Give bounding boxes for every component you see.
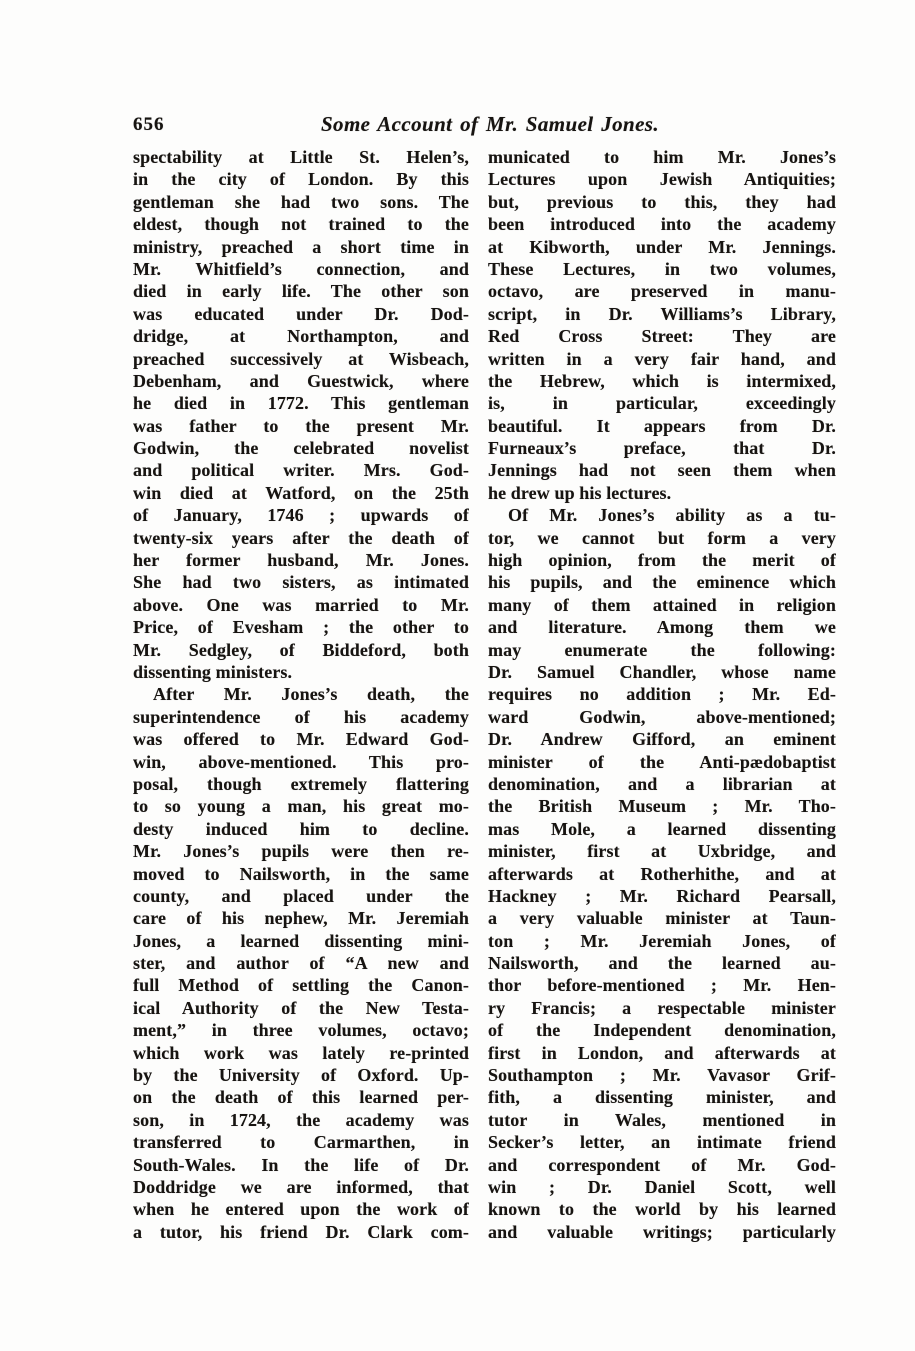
- text-line: Mr. Jones’s pupils were then re-: [133, 841, 469, 862]
- text-line: high opinion, from the merit of: [488, 550, 836, 571]
- text-line: Nailsworth, and the learned au-: [488, 953, 836, 974]
- text-line: spectability at Little St. Helen’s,: [133, 147, 469, 167]
- text-line: requires no addition ; Mr. Ed-: [488, 684, 836, 705]
- text-line: ministry, preached a short time in: [133, 236, 469, 257]
- left-text-column: [133, 146, 469, 1243]
- text-line: win died at Watford, on the 25th: [133, 482, 469, 503]
- text-line: Furneaux’s preface, that Dr.: [488, 438, 836, 459]
- text-line: Southampton ; Mr. Vavasor Grif-: [488, 1065, 836, 1086]
- text-line: script, in Dr. Williams’s Library,: [488, 303, 836, 324]
- text-line: Jennings had not seen them when: [488, 460, 836, 481]
- text-line: he drew up his lectures.: [488, 482, 672, 503]
- text-line: These Lectures, in two volumes,: [488, 258, 836, 279]
- text-line: Lectures upon Jewish Antiquities;: [488, 169, 836, 190]
- text-line: beautiful. It appears from Dr.: [488, 415, 836, 436]
- text-line: was educated under Dr. Dod-: [133, 303, 469, 324]
- text-line: Mr. Sedgley, of Biddeford, both: [133, 639, 469, 660]
- text-line: ry Francis; a respectable minister: [488, 997, 836, 1018]
- text-line: of the Independent denomination,: [488, 1020, 836, 1041]
- text-line: and correspondent of Mr. God-: [488, 1154, 836, 1175]
- text-line: preached successively at Wisbeach,: [133, 348, 469, 369]
- text-line: moved to Nailsworth, in the same: [133, 863, 469, 884]
- text-line: twenty-six years after the death of: [133, 527, 469, 548]
- text-line: Red Cross Street: They are: [488, 326, 836, 347]
- text-line: of January, 1746 ; upwards of: [133, 505, 469, 526]
- text-line: which work was lately re-printed: [133, 1042, 469, 1063]
- text-line: ward Godwin, above-mentioned;: [488, 706, 836, 727]
- text-line: After Mr. Jones’s death, the: [153, 684, 469, 705]
- text-line: a tutor, his friend Dr. Clark com-: [133, 1221, 469, 1242]
- text-line: in the city of London. By this: [133, 169, 469, 190]
- text-line: Secker’s letter, an intimate friend: [488, 1132, 836, 1153]
- text-line: Doddridge we are informed, that: [133, 1176, 469, 1197]
- text-line: minister of the Anti-pædobaptist: [488, 751, 836, 772]
- text-line: he died in 1772. This gentleman: [133, 393, 469, 414]
- text-line: octavo, are preserved in manu-: [488, 281, 836, 302]
- text-line: desty induced him to decline.: [133, 818, 469, 839]
- page-header: [0, 112, 915, 144]
- text-line: minister, first at Uxbridge, and: [488, 841, 836, 862]
- text-line: was father to the present Mr.: [133, 415, 469, 436]
- text-line: at Kibworth, under Mr. Jennings.: [488, 236, 836, 257]
- text-line: when he entered upon the work of: [133, 1199, 469, 1220]
- text-line: gentleman she had two sons. The: [133, 191, 469, 212]
- text-line: a very valuable minister at Taun-: [488, 908, 836, 929]
- text-line: many of them attained in religion: [488, 594, 836, 615]
- text-line: ster, and author of “A new and: [133, 953, 469, 974]
- text-line: been introduced into the academy: [488, 214, 836, 235]
- text-line: may enumerate the following:: [488, 639, 836, 660]
- text-line: to so young a man, his great mo-: [133, 796, 469, 817]
- text-line: on the death of this learned per-: [133, 1087, 469, 1108]
- text-line: tor, we cannot but form a very: [488, 527, 836, 548]
- right-text-column: [488, 146, 836, 1243]
- text-line: posal, though extremely flattering: [133, 773, 469, 794]
- text-line: tutor in Wales, mentioned in: [488, 1109, 836, 1130]
- text-line: Of Mr. Jones’s ability as a tu-: [508, 505, 836, 526]
- text-line: but, previous to this, they had: [488, 191, 836, 212]
- text-line: thor before-mentioned ; Mr. Hen-: [488, 975, 836, 996]
- text-line: dridge, at Northampton, and: [133, 326, 469, 347]
- text-line: ical Authority of the New Testa-: [133, 997, 469, 1018]
- text-line: fith, a dissenting minister, and: [488, 1087, 836, 1108]
- text-line: superintendence of his academy: [133, 706, 469, 727]
- text-line: Godwin, the celebrated novelist: [133, 438, 469, 459]
- text-line: transferred to Carmarthen, in: [133, 1132, 469, 1153]
- text-line: written in a very fair hand, and: [488, 348, 836, 369]
- text-line: full Method of settling the Canon-: [133, 975, 469, 996]
- text-line: is, in particular, exceedingly: [488, 393, 836, 414]
- text-line: Dr. Andrew Gifford, an eminent: [488, 729, 836, 750]
- text-line: died in early life. The other son: [133, 281, 469, 302]
- text-line: dissenting ministers.: [133, 661, 293, 682]
- text-line: win, above-mentioned. This pro-: [133, 751, 469, 772]
- text-line: municated to him Mr. Jones’s: [488, 147, 836, 167]
- text-line: eldest, though not trained to the: [133, 214, 469, 235]
- running-title: Some Account of Mr. Samuel Jones.: [320, 112, 660, 136]
- text-line: ment,” in three volumes, octavo;: [133, 1020, 469, 1041]
- text-line: his pupils, and the eminence which: [488, 572, 836, 593]
- text-line: the Hebrew, which is intermixed,: [488, 370, 836, 391]
- page-number: 656: [133, 114, 165, 135]
- text-line: by the University of Oxford. Up-: [133, 1065, 469, 1086]
- text-line: She had two sisters, as intimated: [133, 572, 469, 593]
- text-line: son, in 1724, the academy was: [133, 1109, 469, 1130]
- text-line: Hackney ; Mr. Richard Pearsall,: [488, 885, 836, 906]
- text-line: first in London, and afterwards at: [488, 1042, 836, 1063]
- text-line: and literature. Among them we: [488, 617, 836, 638]
- text-line: Mr. Whitfield’s connection, and: [133, 258, 469, 279]
- text-line: South-Wales. In the life of Dr.: [133, 1154, 469, 1175]
- text-line: ton ; Mr. Jeremiah Jones, of: [488, 930, 836, 951]
- text-line: and political writer. Mrs. God-: [133, 460, 469, 481]
- text-line: Jones, a learned dissenting mini-: [133, 930, 469, 951]
- text-line: denomination, and a librarian at: [488, 773, 836, 794]
- text-line: Price, of Evesham ; the other to: [133, 617, 469, 638]
- text-line: care of his nephew, Mr. Jeremiah: [133, 908, 469, 929]
- text-line: above. One was married to Mr.: [133, 594, 469, 615]
- text-line: her former husband, Mr. Jones.: [133, 550, 469, 571]
- text-line: Debenham, and Guestwick, where: [133, 370, 469, 391]
- text-line: afterwards at Rotherhithe, and at: [488, 863, 836, 884]
- text-line: Dr. Samuel Chandler, whose name: [488, 661, 836, 682]
- text-line: and valuable writings; particularly: [488, 1221, 836, 1242]
- text-line: mas Mole, a learned dissenting: [488, 818, 836, 839]
- text-line: county, and placed under the: [133, 885, 469, 906]
- text-line: the British Museum ; Mr. Tho-: [488, 796, 836, 817]
- text-line: was offered to Mr. Edward God-: [133, 729, 469, 750]
- text-line: known to the world by his learned: [488, 1199, 836, 1220]
- text-line: win ; Dr. Daniel Scott, well: [488, 1176, 836, 1197]
